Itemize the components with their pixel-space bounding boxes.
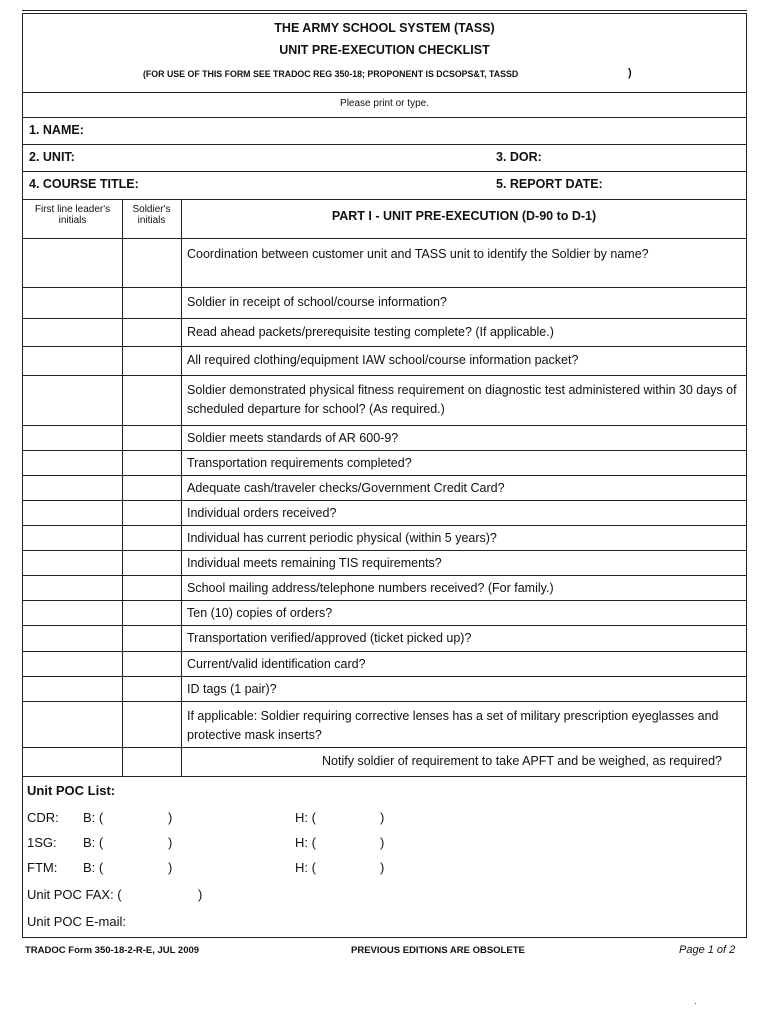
checklist-row[interactable] [23,346,746,375]
obsolete-notice: PREVIOUS EDITIONS ARE OBSOLETE [351,945,525,956]
course-title-field[interactable]: 4. COURSE TITLE: [29,177,139,191]
form-title-system: THE ARMY SCHOOL SYSTEM (TASS) [274,21,495,35]
checklist-row[interactable] [23,425,746,450]
checklist-item-text: Adequate cash/traveler checks/Government Credit Card? [187,481,505,495]
checklist-row[interactable] [23,600,746,625]
poc-fax-close: ) [198,887,203,902]
soldier-initials-header: Soldier's initials [132,204,171,226]
checklist-row[interactable] [23,450,746,475]
ftm-label: FTM: [27,860,58,875]
checklist-item-text: ID tags (1 pair)? [187,682,277,696]
checklist-row[interactable] [23,238,746,287]
checklist-item-text: Individual has current periodic physical (within 5 years)? [187,531,497,545]
checklist-row[interactable] [23,318,746,346]
form-title-checklist: UNIT PRE-EXECUTION CHECKLIST [279,43,490,57]
checklist-item-text: Ten (10) copies of orders? [187,606,333,620]
ftm-home-phone[interactable]: H: ( [295,860,316,875]
cdr-home-close: ) [380,810,385,825]
form-usage-note: (FOR USE OF THIS FORM SEE TRADOC REG 350-18; PROPONENT IS DCSOPS&T, TASSD [143,69,519,79]
checklist-item-text: Coordination between customer unit and TASS unit to identify the Soldier by name? [187,247,649,261]
checklist-item-text: School mailing address/telephone numbers received? (For family.) [187,581,554,595]
checklist-item-text: Individual meets remaining TIS requirements? [187,556,442,570]
print-instruction: Please print or type. [23,92,746,118]
poc-fax-field[interactable]: Unit POC FAX: ( [27,887,122,902]
checklist-row[interactable] [23,651,746,676]
1sg-business-phone[interactable]: B: ( [83,835,104,850]
page-number: Page 1 of 2 [679,944,736,956]
checklist-item-text: All required clothing/equipment IAW school/course information packet? [187,353,579,367]
cdr-business-phone[interactable]: B: ( [83,810,104,825]
report-date-field[interactable]: 5. REPORT DATE: [496,177,603,191]
unit-field[interactable]: 2. UNIT: [29,150,75,164]
checklist-row[interactable] [23,676,746,701]
unit-poc-section [23,776,746,929]
cdr-home-phone[interactable]: H: ( [295,810,316,825]
checklist-row[interactable] [23,625,746,651]
name-label: 1. NAME: [29,123,84,137]
checklist-item-text: Transportation requirements completed? [187,456,412,470]
1sg-business-close: ) [168,835,173,850]
checklist-item-text: Individual orders received? [187,506,337,520]
checklist-row[interactable] [23,575,746,600]
name-field[interactable] [23,117,746,145]
1sg-home-phone[interactable]: H: ( [295,835,316,850]
1sg-label: 1SG: [27,835,57,850]
checklist-item-text: If applicable: Soldier requiring corrective lenses has a set of military prescription eyeglasses and protective mask inserts? [187,709,719,742]
top-rule [22,10,747,11]
part-one-title: PART I - UNIT PRE-EXECUTION (D-90 to D-1) [331,209,597,223]
checklist-row[interactable] [23,525,746,550]
checklist-item-text: Notify soldier of requirement to take APFT and be weighed, as required? [322,754,722,768]
checklist-row[interactable] [23,747,746,776]
ftm-business-close: ) [168,860,173,875]
cdr-business-close: ) [168,810,173,825]
poc-email-field[interactable]: Unit POC E-mail: [27,914,126,929]
leader-initials-header: First line leader's initials [34,204,111,226]
checklist-item-text: Soldier in receipt of school/course information? [187,295,447,309]
poc-list-title: Unit POC List: [27,783,116,798]
unit-dor-row [23,144,746,172]
cdr-label: CDR: [27,810,59,825]
checklist-item-text: Soldier meets standards of AR 600-9? [187,431,399,445]
course-report-row [23,171,746,200]
form-header [23,14,746,93]
checklist-item-text: Soldier demonstrated physical fitness requirement on diagnostic test administered within 30 days of scheduled departure for school? (As required.) [187,383,737,416]
checklist-row[interactable] [23,287,746,318]
checklist-row[interactable] [23,375,746,425]
checklist-item-text: Transportation verified/approved (ticket picked up)? [187,631,472,645]
checklist-item-text: Current/valid identification card? [187,657,366,671]
1sg-home-close: ) [380,835,385,850]
stray-mark: . [694,996,697,1007]
ftm-business-phone[interactable]: B: ( [83,860,104,875]
checklist-row[interactable] [23,475,746,500]
form-identifier: TRADOC Form 350-18-2-R-E, JUL 2009 [25,945,200,956]
checklist-row[interactable] [23,500,746,525]
ftm-home-close: ) [380,860,385,875]
checklist-item-text: Read ahead packets/prerequisite testing complete? (If applicable.) [187,325,554,339]
form-usage-note-close: ) [628,67,632,79]
checklist-form [22,13,747,938]
checklist-row[interactable] [23,550,746,575]
dor-field[interactable]: 3. DOR: [496,150,542,164]
checklist-row[interactable] [23,701,746,747]
